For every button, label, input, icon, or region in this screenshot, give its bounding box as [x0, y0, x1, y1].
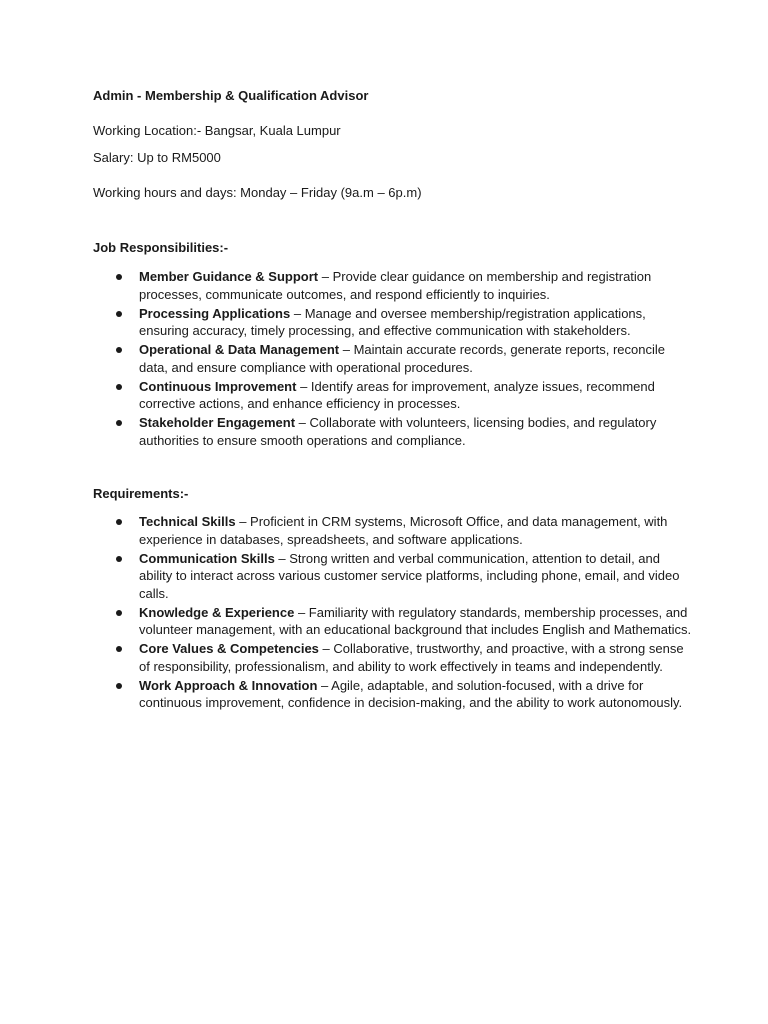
item-text: – Maintain accurate records, generate reports, reconcile data, and ensure compliance with operational procedures.: [139, 342, 665, 375]
list-item: [93, 640, 693, 675]
responsibilities-list: [93, 268, 693, 451]
list-item: [93, 550, 693, 603]
item-text: – Identify areas for improvement, analyze issues, recommend corrective actions, and enhance efficiency in processes.: [139, 378, 655, 411]
list-item: [93, 341, 693, 376]
item-term: Processing Applications: [139, 305, 291, 321]
salary: Salary: Up to RM5000: [93, 150, 221, 165]
bullet-icon: [116, 311, 122, 317]
bullet-icon: [116, 646, 122, 652]
list-item: [93, 677, 693, 712]
item-term: Stakeholder Engagement: [139, 415, 296, 430]
item-term: Technical Skills: [139, 514, 236, 529]
list-item: [93, 604, 693, 639]
item-term: Member Guidance & Support: [139, 269, 319, 284]
bullet-icon: [116, 274, 122, 280]
item-text: – Proficient in CRM systems, Microsoft Office, and data management, with experience in databases, spreadsheets, and software applications.: [139, 514, 668, 547]
working-location: Working Location:- Bangsar, Kuala Lumpur: [93, 123, 341, 138]
bullet-icon: [116, 556, 122, 562]
bullet-icon: [116, 420, 122, 426]
list-item: [93, 305, 693, 340]
item-text: – Agile, adaptable, and solution-focused, with a drive for continuous improvement, confidence in decision-making, and the ability to work autonomously.: [139, 677, 683, 710]
bullet-icon: [116, 384, 122, 390]
requirements-heading: Requirements:-: [93, 486, 189, 501]
item-term: Work Approach & Innovation: [139, 677, 318, 693]
list-item: [93, 414, 693, 449]
item-term: Communication Skills: [139, 550, 275, 566]
item-text: – Collaborative, trustworthy, and proactive, with a strong sense of responsibility, professionalism, and ability to work effectively in teams and independently.: [139, 641, 684, 674]
list-item: [93, 513, 693, 548]
list-item: [93, 268, 693, 303]
bullet-icon: [116, 347, 122, 353]
bullet-icon: [116, 519, 122, 525]
item-text: – Manage and oversee membership/registration applications, ensuring accuracy, timely processing, and effective communication with stakeholders.: [139, 305, 646, 338]
item-term: Continuous Improvement: [139, 378, 297, 394]
item-term: Core Values & Competencies: [139, 641, 319, 656]
bullet-icon: [116, 610, 122, 616]
responsibilities-heading: Job Responsibilities:-: [93, 240, 229, 255]
list-item: [93, 378, 693, 413]
item-text: – Familiarity with regulatory standards, membership processes, and volunteer management, with an educational background that includes English and Mathematics.: [139, 604, 692, 637]
item-text: – Collaborate with volunteers, licensing bodies, and regulatory authorities to ensure smooth operations and compliance.: [139, 415, 657, 448]
item-term: Knowledge & Experience: [139, 604, 295, 620]
working-hours: Working hours and days: Monday – Friday (9a.m – 6p.m): [93, 185, 422, 200]
job-title: Admin - Membership & Qualification Advisor: [93, 88, 369, 103]
item-text: – Provide clear guidance on membership and registration processes, communicate outcomes, and respond efficiently to inquiries.: [139, 269, 652, 302]
bullet-icon: [116, 683, 122, 689]
item-text: – Strong written and verbal communication, attention to detail, and ability to interact across various customer service platforms, including phone, email, and video calls.: [139, 550, 680, 601]
requirements-list: [93, 513, 693, 713]
item-term: Operational & Data Management: [139, 342, 340, 357]
